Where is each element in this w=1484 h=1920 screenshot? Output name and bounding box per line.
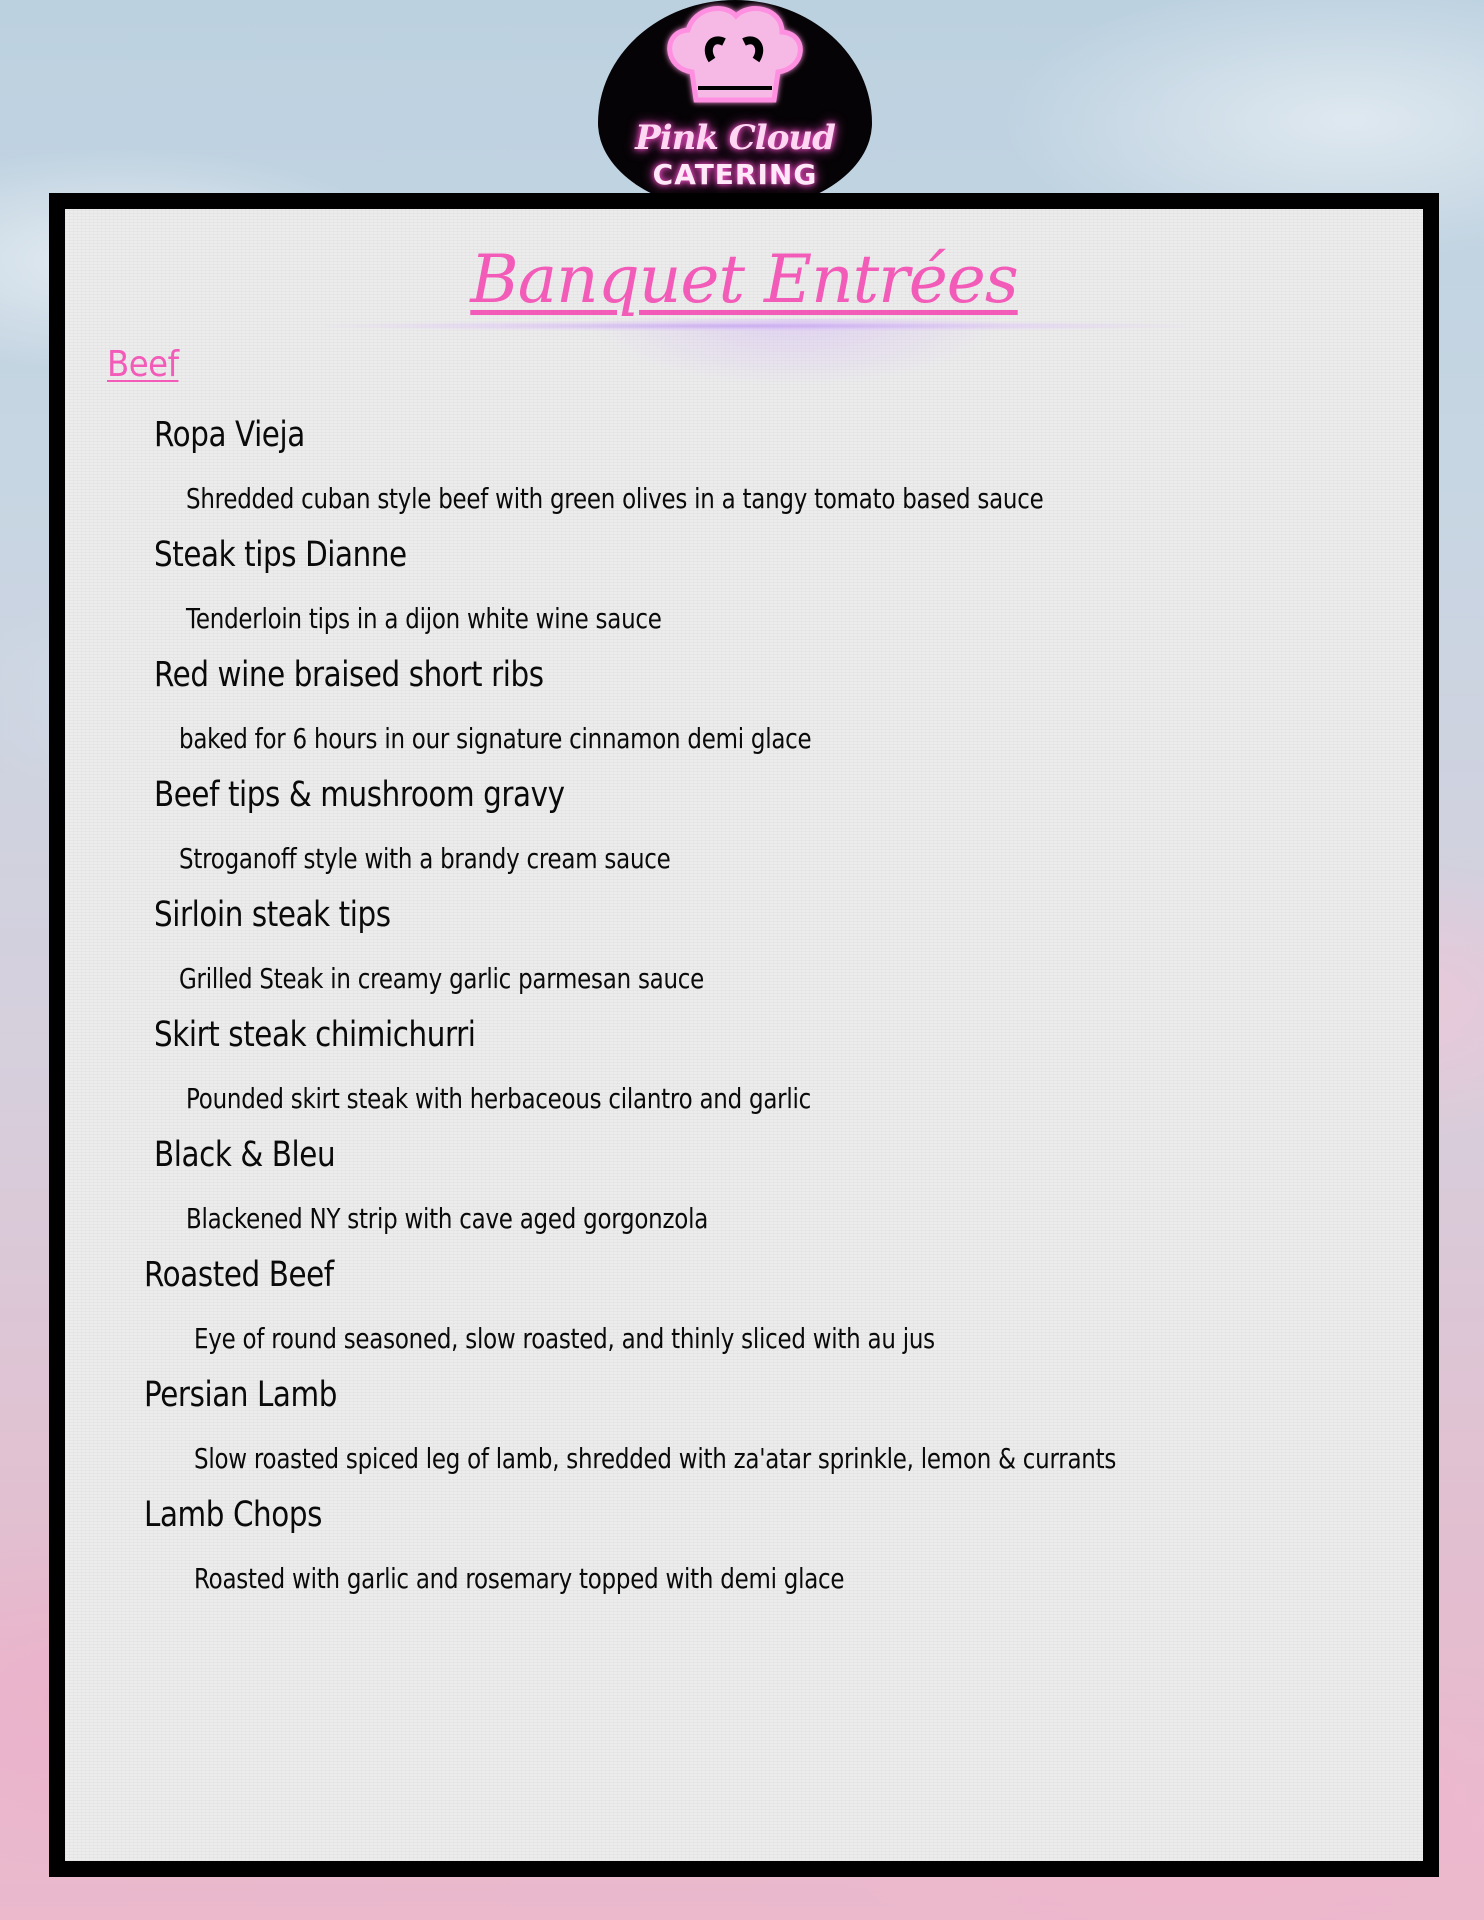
menu-item-name: Sirloin steak tips [154, 895, 391, 935]
menu-item-name: Persian Lamb [144, 1375, 338, 1415]
menu-item-name: Black & Bleu [154, 1135, 336, 1175]
menu-item-description: Stroganoff style with a brandy cream sauce [179, 842, 671, 875]
title-glow-divider [325, 321, 1185, 331]
logo-brand-name: Pink Cloud [635, 118, 835, 158]
brand-logo [598, 0, 872, 212]
menu-item-name: Red wine braised short ribs [154, 655, 544, 695]
menu-item-description: Tenderloin tips in a dijon white wine sauce [186, 602, 662, 635]
section-heading-beef: Beef [107, 344, 179, 385]
menu-item-description: Blackened NY strip with cave aged gorgonzola [186, 1202, 709, 1235]
menu-item-name: Beef tips & mushroom gravy [154, 775, 565, 815]
menu-item-description: Pounded skirt steak with herbaceous cilantro and garlic [186, 1082, 811, 1115]
menu-card-paper [65, 209, 1423, 1861]
menu-item-description: Shredded cuban style beef with green olives in a tangy tomato based sauce [186, 482, 1044, 515]
menu-item-name: Steak tips Dianne [154, 535, 407, 575]
menu-card [49, 193, 1439, 1877]
menu-item-name: Skirt steak chimichurri [154, 1015, 476, 1055]
menu-item-name: Roasted Beef [144, 1255, 334, 1295]
menu-item-name: Lamb Chops [144, 1495, 322, 1535]
menu-item-name: Ropa Vieja [154, 415, 305, 455]
menu-title: Banquet Entrées [470, 241, 1018, 318]
logo-subtitle: CATERING [652, 158, 818, 191]
menu-item-description: Eye of round seasoned, slow roasted, and thinly sliced with au jus [194, 1322, 935, 1355]
chef-hat-icon [654, 2, 814, 112]
menu-item-description: Grilled Steak in creamy garlic parmesan sauce [179, 962, 705, 995]
menu-item-description: Slow roasted spiced leg of lamb, shredded with za'atar sprinkle, lemon & currants [194, 1442, 1117, 1475]
menu-item-description: Roasted with garlic and rosemary topped with demi glace [194, 1562, 845, 1595]
menu-item-description: baked for 6 hours in our signature cinnamon demi glace [179, 722, 812, 755]
